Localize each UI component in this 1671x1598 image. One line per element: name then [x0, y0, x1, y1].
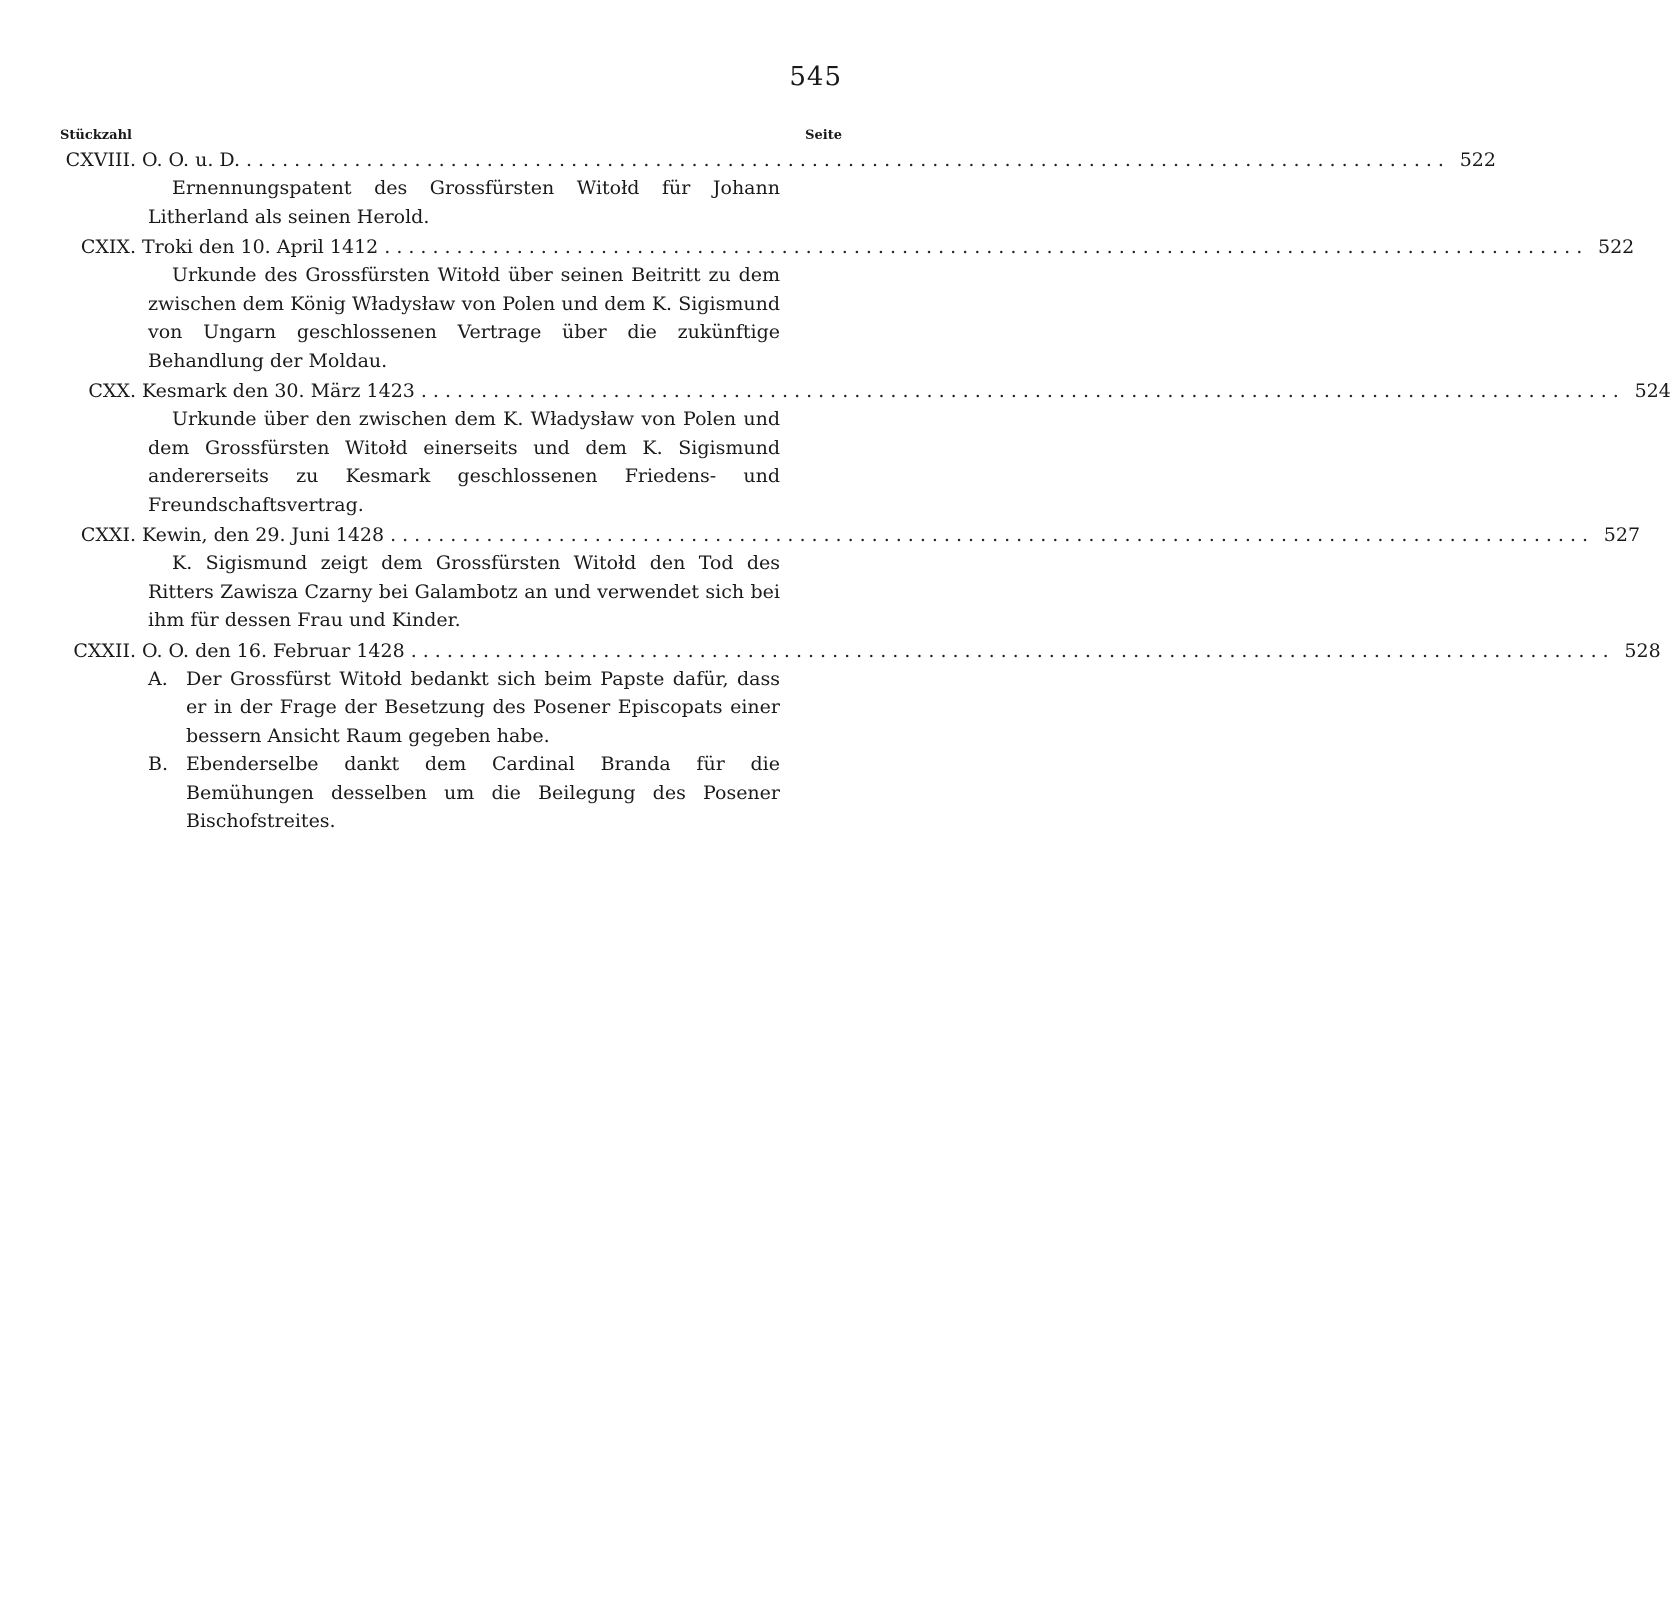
entry-numeral: CXVIII.	[65, 149, 136, 171]
entry-place-date: Kewin, den 29. Juni 1428	[142, 524, 385, 546]
entry-numeral: CXX.	[88, 380, 136, 402]
dot-leader: ....................................................................................................	[384, 236, 1589, 258]
entry-place-date: Kesmark den 30. März 1423	[142, 380, 415, 402]
subitem-text: Ebenderselbe dankt dem Cardinal Branda für die Bemühungen desselben um die Beilegung des Posener Bischofstreites.	[186, 753, 780, 832]
entry-summary: Urkunde des Grossfürsten Witołd über seinen Beitritt zu dem zwischen dem König Władysław von Polen und dem K. Sigismund von Ungarn geschlossenen Vertrage über die zukünftige Behandlung der Moldau.	[148, 264, 780, 372]
entry-page-ref: 522	[1597, 236, 1635, 258]
entry-heading	[60, 233, 1635, 261]
entry-subitem	[148, 665, 780, 751]
dot-leader: ....................................................................................................	[420, 380, 1625, 402]
subitem-text: Der Grossfürst Witołd bedankt sich beim Papste dafür, dass er in der Frage der Besetzung des Posener Episcopats einer bessern Ansicht Raum gegeben habe.	[186, 667, 780, 747]
entry-place-date: Troki den 10. April 1412	[142, 236, 379, 258]
entry-page-ref: 522	[1459, 149, 1496, 171]
toc-entry	[60, 146, 1496, 231]
dot-leader: ....................................................................................................	[390, 524, 1595, 546]
entry-heading	[60, 377, 1671, 405]
toc-entry	[60, 637, 1661, 836]
subitem-letter: B.	[148, 753, 169, 775]
column-header-count: Stückzahl	[60, 128, 132, 143]
entry-summary: Urkunde über den zwischen dem K. Władysław von Polen und dem Grossfürsten Witołd einerseits und dem K. Sigismund andererseits zu Kesmark geschlossenen Friedens- und Freundschaftsvertrag.	[148, 408, 780, 516]
entry-page-ref: 527	[1603, 524, 1641, 546]
dot-leader: ....................................................................................................	[410, 639, 1615, 662]
subitem-letter: A.	[148, 667, 168, 690]
entry-page-ref: 524	[1634, 380, 1671, 402]
entry-numeral: CXIX.	[80, 236, 136, 258]
entry-heading	[60, 637, 1661, 665]
toc-entry	[60, 233, 1635, 375]
entry-place-date: O. O. den 16. Februar 1428	[142, 639, 405, 662]
entry-page-ref: 528	[1624, 639, 1661, 662]
entry-summary: K. Sigismund zeigt dem Grossfürsten Witołd den Tod des Ritters Zawisza Czarny bei Galambotz an und verwendet sich bei ihm für dessen Frau und Kinder.	[148, 552, 780, 631]
entry-numeral: CXXII.	[73, 639, 136, 662]
entry-heading	[60, 521, 1641, 549]
toc-entry	[60, 521, 1641, 635]
entry-numeral: CXXI.	[80, 524, 136, 546]
page-number: 545	[789, 62, 842, 92]
table-of-contents	[60, 146, 1671, 838]
entry-subitem	[148, 750, 780, 836]
column-header-page: Seite	[805, 128, 842, 143]
entry-summary: Ernennungspatent des Grossfürsten Witołd für Johann Litherland als seinen Herold.	[148, 177, 780, 228]
entry-heading	[60, 146, 1496, 174]
entry-place-date: O. O. u. D.	[142, 149, 240, 171]
toc-entry	[60, 377, 1671, 519]
dot-leader: ....................................................................................................	[246, 149, 1450, 171]
